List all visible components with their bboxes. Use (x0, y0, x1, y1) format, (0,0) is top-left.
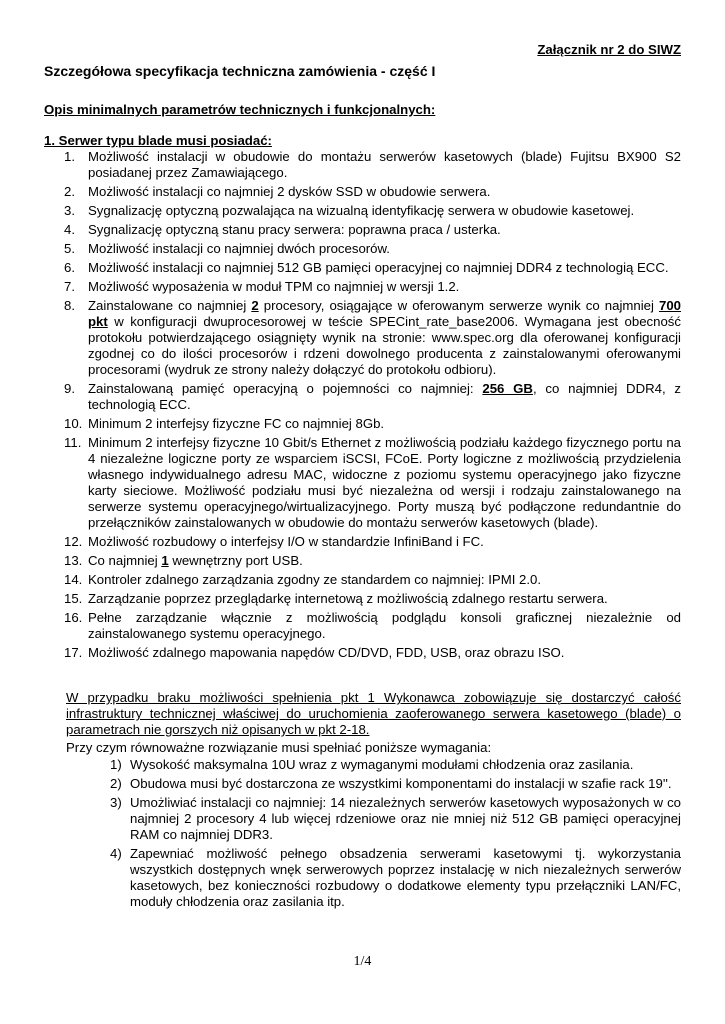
list-item (44, 279, 681, 295)
item-number: 15. (64, 591, 83, 606)
list-item (44, 184, 681, 200)
item-number: 9. (64, 381, 75, 396)
list-item (44, 534, 681, 550)
item-text: , co najmniej DDR4, z technologią ECC. (88, 381, 682, 412)
item-text: Możliwość instalacji w obudowie do montażu serwerów kasetowych (blade) Fujitsu BX900 S2 posiadanej przez Zamawiającego. (88, 149, 681, 180)
item-text: Możliwość zdalnego mapowania napędów CD/DVD, FDD, USB, oraz obrazu ISO. (88, 645, 565, 660)
item-text: Możliwość wyposażenia w moduł TPM co najmniej w wersji 1.2. (88, 279, 460, 294)
list-item (44, 241, 681, 257)
item-number: 16. (64, 610, 83, 625)
item-number: 3. (64, 203, 75, 218)
list-item (44, 203, 681, 219)
page-number: 1/4 (353, 954, 372, 969)
item-text: Minimum 2 interfejsy fizyczne 10 Gbit/s Ethernet z możliwością podziału każdego fizycznego portu na 4 niezależne logiczne porty ze wsparciem iSCSI, FCoE. Porty logiczne z możliwością przydzielenia własnego indywidualnego adresu MAC, widoczne z poziomu systemu operacyjnego jako fizyczne karty sieciowe. Możliwość podziału musi być niezależna od wersji i rodzaju zainstalowanego na serwerze systemu operacyjnego/wirtualizacyjnego. Porty muszą być podłączone redundantnie do przełączników zainstalowanych w obudowie do montażu serwerów kasetowych (blade). (88, 435, 681, 530)
list-item (44, 222, 681, 238)
section-subtitle: Opis minimalnych parametrów technicznych i funkcjonalnych: (44, 102, 436, 117)
item-text: Sygnalizację optyczną pozwalająca na wizualną identyfikację serwera w obudowie kasetowej. (88, 203, 635, 218)
list-item (44, 572, 681, 588)
item-text: Zapewniać możliwość pełnego obsadzenia serwerami kasetowymi tj. wykorzystania wszystkich dostępnych wnęk serwerowych poprzez instalację w nich niezależnych serwerów kasetowych, bez konieczności rozbudowy o dodatkowe elementy typu przełączniki LAN/FC, moduły chłodzenia oraz zasilania itp. (130, 846, 681, 909)
item-text: Sygnalizację optyczną stanu pracy serwera: poprawna praca / usterka. (88, 222, 501, 237)
item-text: Co najmniej (88, 553, 162, 568)
equivalence-requirements-list (110, 757, 681, 913)
item-emphasis: 256 GB (482, 381, 533, 396)
list-item (110, 795, 681, 843)
item-text: Pełne zarządzanie włącznie z możliwością podglądu konsoli graficznej niezależnie od zainstalowanego systemu operacyjnego. (88, 610, 681, 641)
list-item (44, 591, 681, 607)
item-text: Wysokość maksymalna 10U wraz z wymaganymi modułami chłodzenia oraz zasilania. (130, 757, 634, 772)
list-item (110, 846, 681, 910)
annex-label: Załącznik nr 2 do SIWZ (537, 42, 681, 57)
item-emphasis: 1 (161, 553, 169, 568)
item-text: Obudowa musi być dostarczona ze wszystkimi komponentami do instalacji w szafie rack 19''. (130, 776, 672, 791)
item-text: wewnętrzny port USB. (168, 553, 303, 568)
item-number: 8. (64, 298, 75, 313)
item-number: 17. (64, 645, 83, 660)
item-number: 2. (64, 184, 75, 199)
item-text: w konfiguracji dwuprocesorowej w teście SPECint_rate_base2006. Wymagana jest obecność protokołu potwierdzającego osiągnięty wynik na stronie: www.spec.org dla oferowanej konfiguracji zgodnej co do ilości procesorów i rdzeni dowolnego producenta z zainstalowanymi oferowanymi procesorami (wydruk ze strony należy dołączyć do protokołu odbioru). (88, 314, 681, 377)
list-item (44, 381, 681, 413)
list-item (44, 298, 681, 378)
equivalence-note: W przypadku braku możliwości spełnienia pkt 1 Wykonawca zobowiązuje się dostarczyć całość infrastruktury technicznej właściwej do uruchomienia zaoferowanego serwera kasetowego (blade) o parametrach nie gorszych niż opisanych w pkt 2-18. (66, 690, 681, 737)
item-text: Umożliwiać instalacji co najmniej: 14 niezależnych serwerów kasetowych wyposażonych w co najmniej 2 procesory 4 lub więcej rdzeniowe oraz nie mniej niż 512 GB pamięci operacyjnej RAM co najmniej DDR3. (130, 795, 681, 842)
item-number: 4) (110, 846, 122, 861)
item-number: 5. (64, 241, 75, 256)
item-text: Kontroler zdalnego zarządzania zgodny ze standardem co najmniej: IPMI 2.0. (88, 572, 542, 587)
section-heading: 1. Serwer typu blade musi posiadać: (44, 133, 272, 148)
item-emphasis: 700 pkt (88, 298, 681, 329)
item-text: Zainstalowaną pamięć operacyjną o pojemności co najmniej: (88, 381, 483, 396)
item-text: Możliwość rozbudowy o interfejsy I/O w standardzie InfiniBand i FC. (88, 534, 484, 549)
item-number: 1. (64, 149, 75, 164)
list-item (44, 610, 681, 642)
item-number: 11. (64, 435, 82, 450)
requirements-list (44, 149, 681, 664)
page-title: Szczegółowa specyfikacja techniczna zamówienia - część I (44, 63, 436, 79)
item-number: 2) (110, 776, 122, 791)
item-number: 4. (64, 222, 75, 237)
item-emphasis: 2 (251, 298, 259, 313)
list-item (44, 645, 681, 661)
list-item (110, 757, 681, 773)
list-item (44, 435, 681, 531)
item-text: Zainstalowane co najmniej (88, 298, 252, 313)
item-number: 3) (110, 795, 122, 810)
item-number: 14. (64, 572, 83, 587)
list-item (44, 149, 681, 181)
item-text: Możliwość instalacji co najmniej 2 dysków SSD w obudowie serwera. (88, 184, 491, 199)
item-text: Możliwość instalacji co najmniej 512 GB pamięci operacyjnej co najmniej DDR4 z technologią ECC. (88, 260, 669, 275)
item-text: procesory, osiągające w oferowanym serwerze wynik co najmniej (258, 298, 659, 313)
item-number: 7. (64, 279, 75, 294)
item-number: 12. (64, 534, 83, 549)
list-item (44, 553, 681, 569)
item-number: 10. (64, 416, 83, 431)
list-item (110, 776, 681, 792)
item-text: Zarządzanie poprzez przeglądarkę internetową z możliwością zdalnego restartu serwera. (88, 591, 608, 606)
list-item (44, 416, 681, 432)
item-number: 1) (110, 757, 122, 772)
item-number: 13. (64, 553, 83, 568)
item-text: Możliwość instalacji co najmniej dwóch procesorów. (88, 241, 390, 256)
item-text: Minimum 2 interfejsy fizyczne FC co najmniej 8Gb. (88, 416, 385, 431)
equivalence-intro: Przy czym równoważne rozwiązanie musi spełniać poniższe wymagania: (66, 740, 492, 755)
list-item (44, 260, 681, 276)
item-number: 6. (64, 260, 75, 275)
